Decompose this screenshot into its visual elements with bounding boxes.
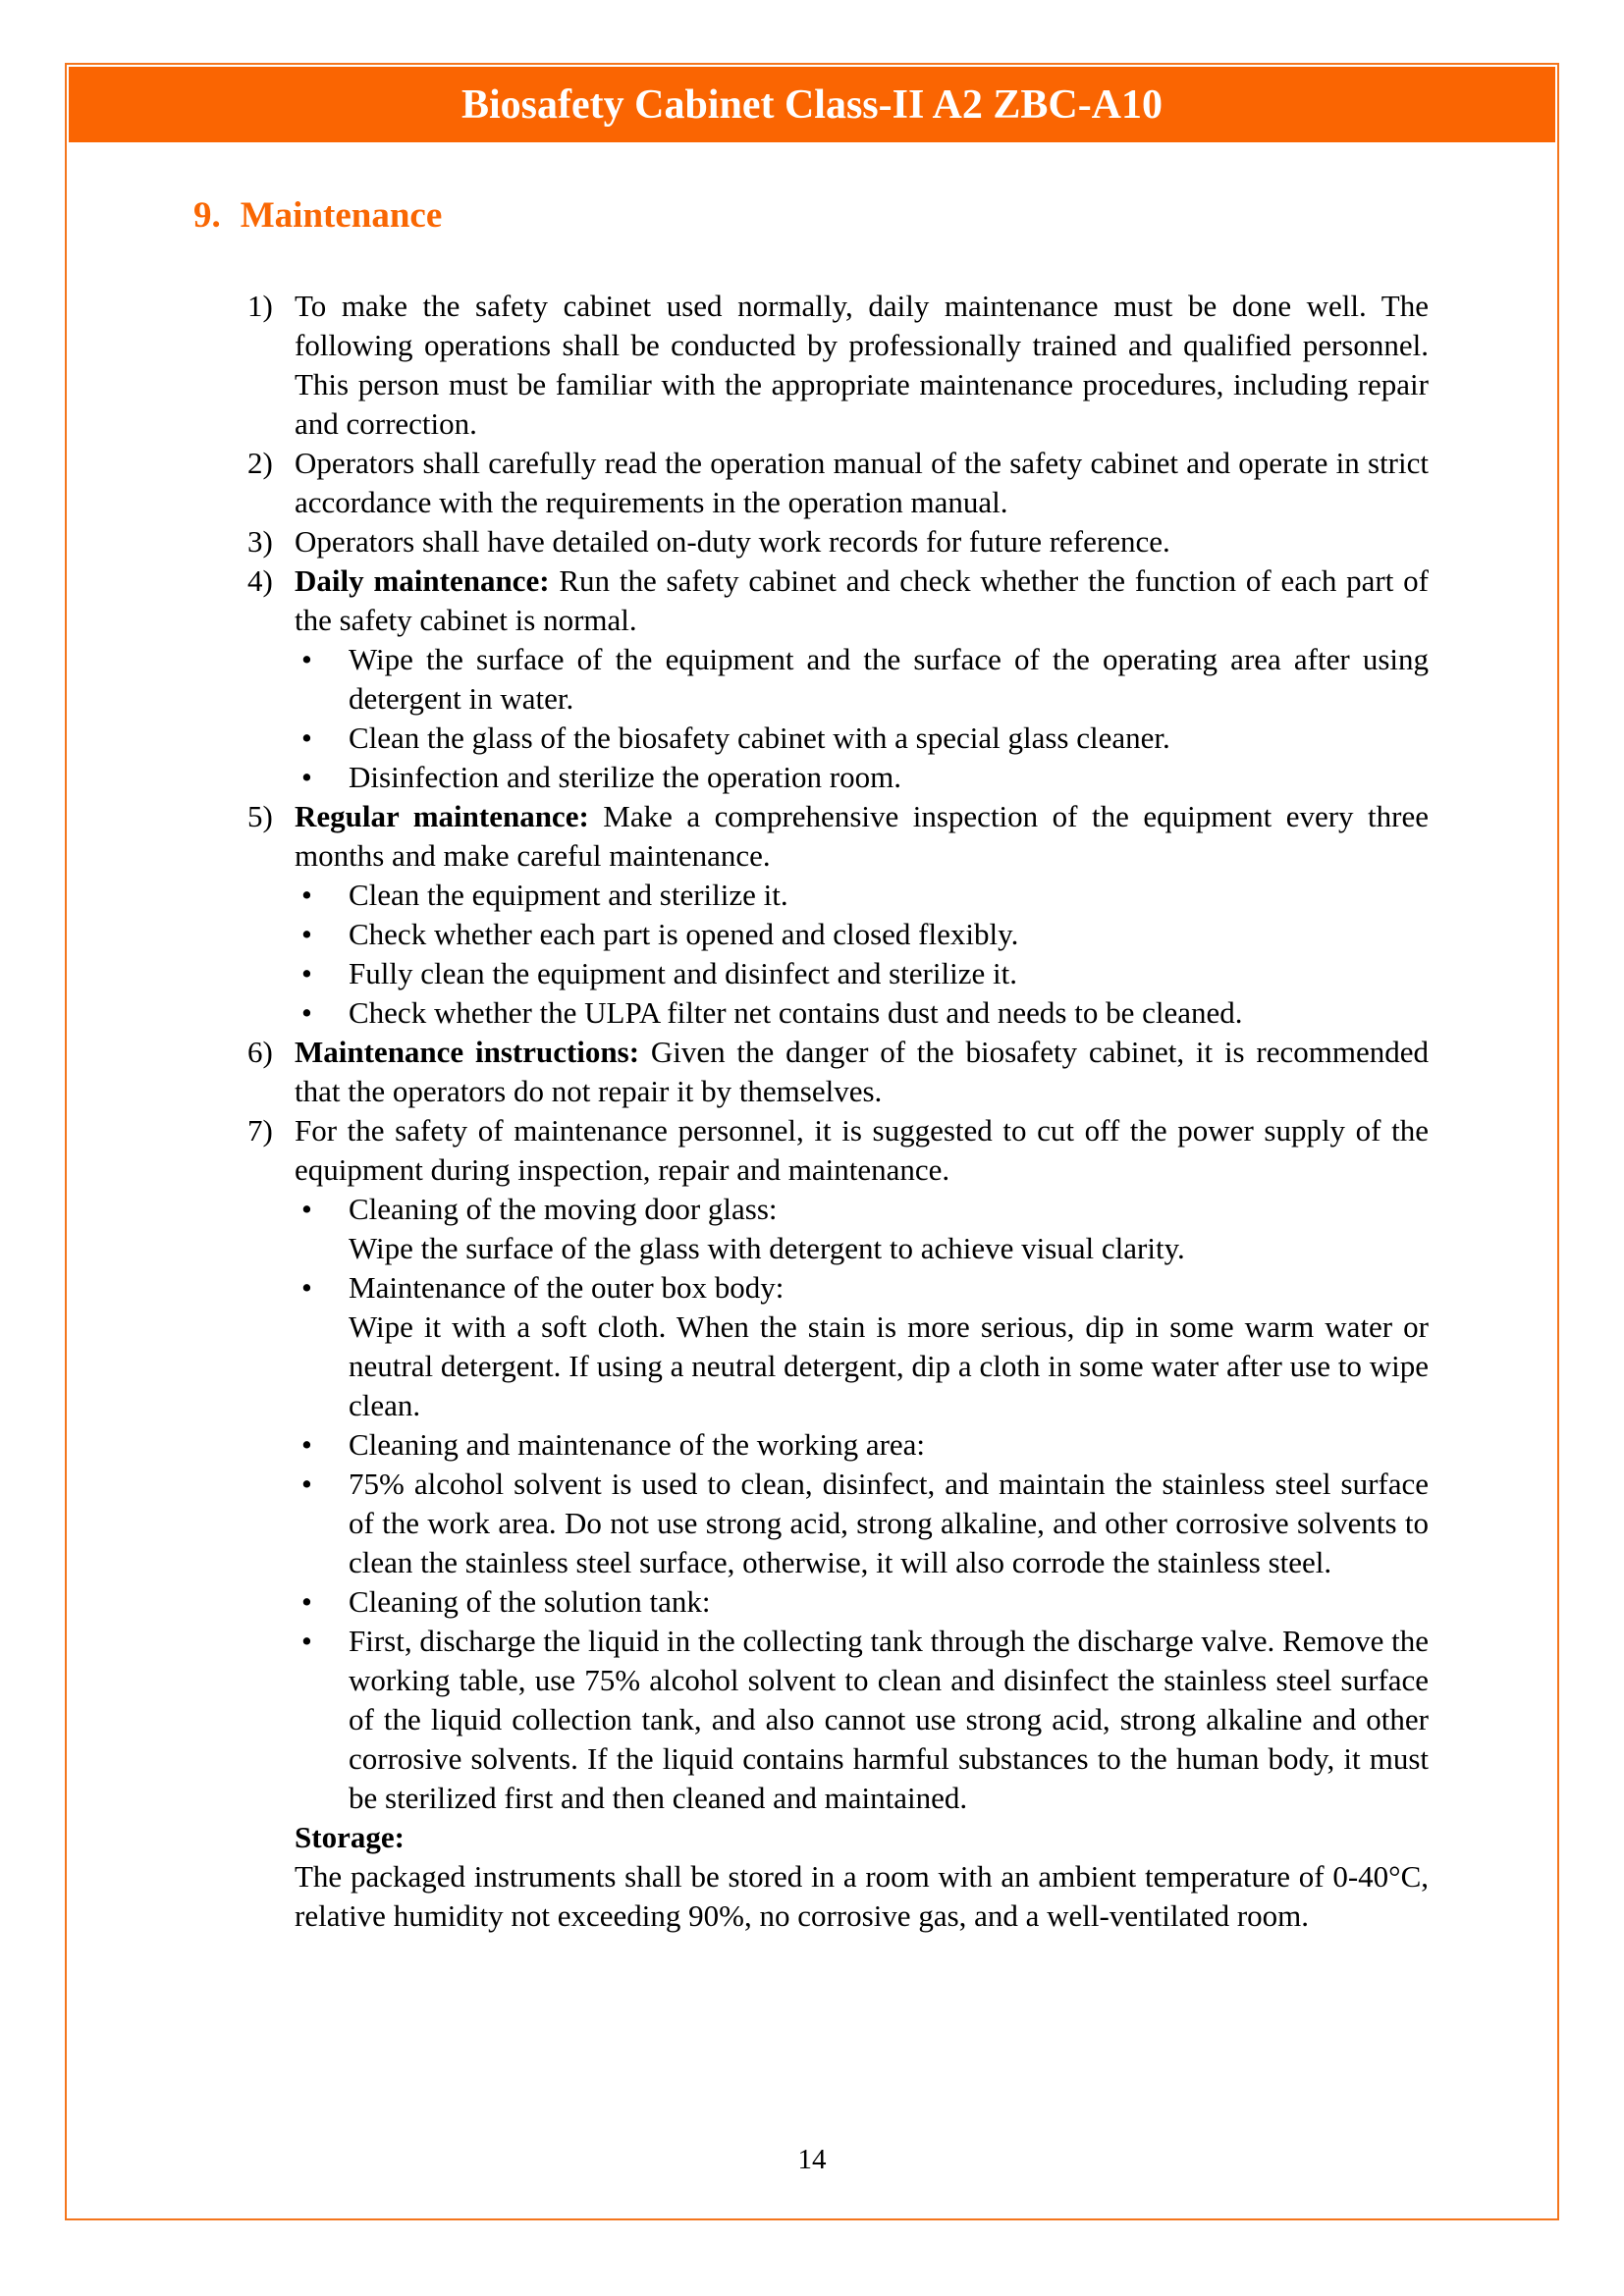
bullet-text xyxy=(349,1622,1429,1818)
paragraph: The packaged instruments shall be stored in a room with an ambient temperature of 0-40°C, relative humidity not exceeding 90%, no corrosive gas, and a well-ventilated room. xyxy=(295,1859,1429,1933)
bullet-item xyxy=(301,719,1429,758)
bullet-item xyxy=(301,1268,1429,1425)
bullet-item xyxy=(301,876,1429,915)
bullet-item xyxy=(301,1425,1429,1465)
item-number: 7) xyxy=(247,1113,273,1148)
list-item xyxy=(247,1111,1429,1190)
item-text: Maintenance instructions: Given the danger of the biosafety cabinet, it is recommended that the operators do not repair it by themselves. xyxy=(295,1035,1430,1108)
bullet-item xyxy=(301,954,1429,993)
bullet-line: Check whether each part is opened and closed flexibly. xyxy=(349,917,1019,951)
list-item xyxy=(247,287,1429,444)
bullet-marker: • xyxy=(301,1427,312,1462)
bullet-text xyxy=(349,640,1429,719)
item-number: 4) xyxy=(247,563,273,598)
bullet-item xyxy=(301,1622,1429,1818)
list-item xyxy=(247,444,1429,522)
bullet-line: 75% alcohol solvent is used to clean, disinfect, and maintain the stainless steel surface of the work area. Do not use strong acid, strong alkaline, and other corrosive solvents to clean the stainless steel surface, otherwise, it will also corrode the stainless steel. xyxy=(349,1467,1429,1579)
bullet-marker: • xyxy=(301,721,312,755)
bullet-item xyxy=(301,915,1429,954)
bullet-item xyxy=(301,1582,1429,1622)
bullet-text xyxy=(349,876,1429,915)
bullet-line: First, discharge the liquid in the collecting tank through the discharge valve. Remove the working table, use 75% alcohol solvent to clean and disinfect the stainless steel surface of the liquid collection tank, and also cannot use strong acid, strong alkaline and other corrosive solvents. If the liquid contains harmful substances to the human body, it must be sterilized first and then cleaned and maintained. xyxy=(349,1624,1429,1815)
bullet-marker: • xyxy=(301,642,312,676)
bullet-item xyxy=(301,640,1429,719)
bullet-line: Clean the glass of the biosafety cabinet with a special glass cleaner. xyxy=(349,721,1170,755)
page-number: 14 xyxy=(797,2144,827,2175)
bullet-text xyxy=(349,719,1429,758)
bullet-marker: • xyxy=(301,956,312,990)
item-number: 2) xyxy=(247,446,273,480)
section-heading xyxy=(193,194,442,238)
bullet-line: Wipe the surface of the glass with detergent to achieve visual clarity. xyxy=(349,1231,1185,1265)
section-title: Maintenance xyxy=(240,195,443,236)
bullet-marker: • xyxy=(301,1467,312,1501)
bullet-item xyxy=(301,993,1429,1033)
document-title: Biosafety Cabinet Class-II A2 ZBC-A10 xyxy=(460,81,1164,128)
item-text: Regular maintenance: Make a comprehensive inspection of the equipment every three months and make careful maintenance. xyxy=(295,799,1429,873)
bullet-text xyxy=(349,915,1429,954)
item-text: To make the safety cabinet used normally, daily maintenance must be done well. The following operations shall be conducted by professionally trained and qualified personnel. This person must be familiar with the appropriate maintenance procedures, including repair and correction. xyxy=(295,289,1429,441)
bullet-text xyxy=(349,758,1429,797)
bullet-line: Wipe the surface of the equipment and the surface of the operating area after using detergent in water. xyxy=(349,642,1429,716)
page-frame xyxy=(65,63,1559,2220)
bullet-line: Cleaning of the solution tank: xyxy=(349,1584,711,1619)
document-header-bar xyxy=(69,67,1555,142)
document-body xyxy=(247,287,1430,1936)
bullet-line: Cleaning of the moving door glass: xyxy=(349,1192,778,1226)
list-item xyxy=(247,797,1429,876)
list-item xyxy=(247,1033,1430,1111)
bullet-text xyxy=(349,1425,1429,1465)
bullet-marker: • xyxy=(301,878,312,912)
bullet-marker: • xyxy=(301,1270,312,1305)
item-bold-lead: Daily maintenance: xyxy=(295,563,550,598)
list-item xyxy=(247,522,1429,561)
bullet-text xyxy=(349,1465,1429,1582)
bullet-line: Fully clean the equipment and disinfect and sterilize it. xyxy=(349,956,1017,990)
item-text: For the safety of maintenance personnel, it is suggested to cut off the power supply of the equipment during inspection, repair and maintenance. xyxy=(295,1113,1429,1187)
bullet-line: Disinfection and sterilize the operation room. xyxy=(349,760,901,794)
bullet-line: Maintenance of the outer box body: xyxy=(349,1270,785,1305)
list-item xyxy=(247,561,1430,640)
bullet-marker: • xyxy=(301,1584,312,1619)
item-text: Daily maintenance: Run the safety cabinet and check whether the function of each part of the safety cabinet is normal. xyxy=(295,563,1430,637)
bullet-line: Wipe it with a soft cloth. When the stain is more serious, dip in some warm water or neutral detergent. If using a neutral detergent, dip a cloth in some water after use to wipe clean. xyxy=(349,1309,1429,1422)
item-number: 5) xyxy=(247,799,273,833)
item-number: 1) xyxy=(247,289,273,323)
bullet-marker: • xyxy=(301,917,312,951)
item-bold-lead: Regular maintenance: xyxy=(295,799,589,833)
item-number: 6) xyxy=(247,1035,273,1069)
bullet-line: Cleaning and maintenance of the working area: xyxy=(349,1427,926,1462)
bullet-item xyxy=(301,1190,1429,1268)
bullet-text xyxy=(349,1582,1429,1622)
bullet-item xyxy=(301,1465,1429,1582)
bullet-text xyxy=(349,1268,1429,1425)
item-text: Operators shall have detailed on-duty work records for future reference. xyxy=(295,524,1170,559)
storage-label: Storage: xyxy=(295,1820,405,1854)
bullet-marker: • xyxy=(301,760,312,794)
bullet-marker: • xyxy=(301,1624,312,1658)
bullet-text xyxy=(349,993,1429,1033)
bullet-text xyxy=(349,1190,1429,1268)
section-number: 9. xyxy=(193,195,221,236)
item-number: 3) xyxy=(247,524,273,559)
bullet-line: Clean the equipment and sterilize it. xyxy=(349,878,788,912)
bullet-line: Check whether the ULPA filter net contains dust and needs to be cleaned. xyxy=(349,995,1243,1030)
item-bold-lead: Maintenance instructions: xyxy=(295,1035,640,1069)
bullet-item xyxy=(301,758,1429,797)
bullet-marker: • xyxy=(301,1192,312,1226)
bullet-text xyxy=(349,954,1429,993)
item-text: Operators shall carefully read the operation manual of the safety cabinet and operate in strict accordance with the requirements in the operation manual. xyxy=(295,446,1429,519)
bullet-marker: • xyxy=(301,995,312,1030)
